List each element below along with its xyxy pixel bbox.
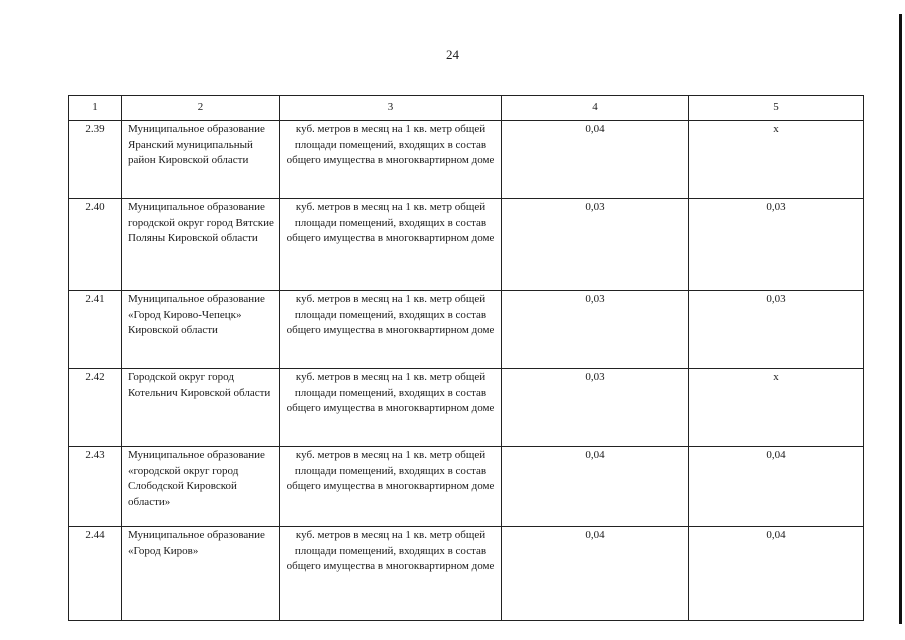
header-cell-5: 5	[689, 96, 864, 121]
unit-of-measure: куб. метров в месяц на 1 кв. метр общей площади помещений, входящих в состав общего имущества в многоквартирном доме	[280, 369, 502, 447]
municipality-name: Городской округ город Котельнич Кировской области	[122, 369, 280, 447]
header-cell-1: 1	[69, 96, 122, 121]
municipality-name: Муниципальное образование «Город Кирово-Чепецк» Кировской области	[122, 291, 280, 369]
header-cell-2: 2	[122, 96, 280, 121]
value-col-5: 0,03	[689, 291, 864, 369]
table-row	[69, 527, 864, 621]
municipality-name: Муниципальное образование Яранский муниципальный район Кировской области	[122, 121, 280, 199]
row-number: 2.44	[69, 527, 122, 621]
row-number: 2.39	[69, 121, 122, 199]
value-col-5: х	[689, 369, 864, 447]
municipality-name: Муниципальное образование «городской округ город Слободской Кировской области»	[122, 447, 280, 527]
value-col-4: 0,03	[502, 291, 689, 369]
header-cell-3: 3	[280, 96, 502, 121]
value-col-5: 0,04	[689, 447, 864, 527]
row-number: 2.42	[69, 369, 122, 447]
row-number: 2.41	[69, 291, 122, 369]
value-col-4: 0,03	[502, 199, 689, 291]
table-row	[69, 369, 864, 447]
row-number: 2.43	[69, 447, 122, 527]
table-row	[69, 291, 864, 369]
value-col-4: 0,04	[502, 121, 689, 199]
value-col-5: 0,03	[689, 199, 864, 291]
header-cell-4: 4	[502, 96, 689, 121]
page-number: 24	[446, 47, 459, 62]
unit-of-measure: куб. метров в месяц на 1 кв. метр общей площади помещений, входящих в состав общего имущества в многоквартирном доме	[280, 199, 502, 291]
value-col-5: 0,04	[689, 527, 864, 621]
row-number: 2.40	[69, 199, 122, 291]
page-edge-line	[899, 14, 902, 624]
value-col-4: 0,03	[502, 369, 689, 447]
unit-of-measure: куб. метров в месяц на 1 кв. метр общей площади помещений, входящих в состав общего имущества в многоквартирном доме	[280, 447, 502, 527]
value-col-4: 0,04	[502, 447, 689, 527]
table-row	[69, 121, 864, 199]
unit-of-measure: куб. метров в месяц на 1 кв. метр общей площади помещений, входящих в состав общего имущества в многоквартирном доме	[280, 527, 502, 621]
municipality-name: Муниципальное образование «Город Киров»	[122, 527, 280, 621]
table-row	[69, 199, 864, 291]
municipality-name: Муниципальное образование городской округ город Вятские Поляны Кировской области	[122, 199, 280, 291]
value-col-4: 0,04	[502, 527, 689, 621]
tariff-table	[68, 95, 864, 621]
value-col-5: х	[689, 121, 864, 199]
unit-of-measure: куб. метров в месяц на 1 кв. метр общей площади помещений, входящих в состав общего имущества в многоквартирном доме	[280, 291, 502, 369]
unit-of-measure: куб. метров в месяц на 1 кв. метр общей площади помещений, входящих в состав общего имущества в многоквартирном доме	[280, 121, 502, 199]
table-row	[69, 447, 864, 527]
table-header-row	[69, 96, 864, 121]
